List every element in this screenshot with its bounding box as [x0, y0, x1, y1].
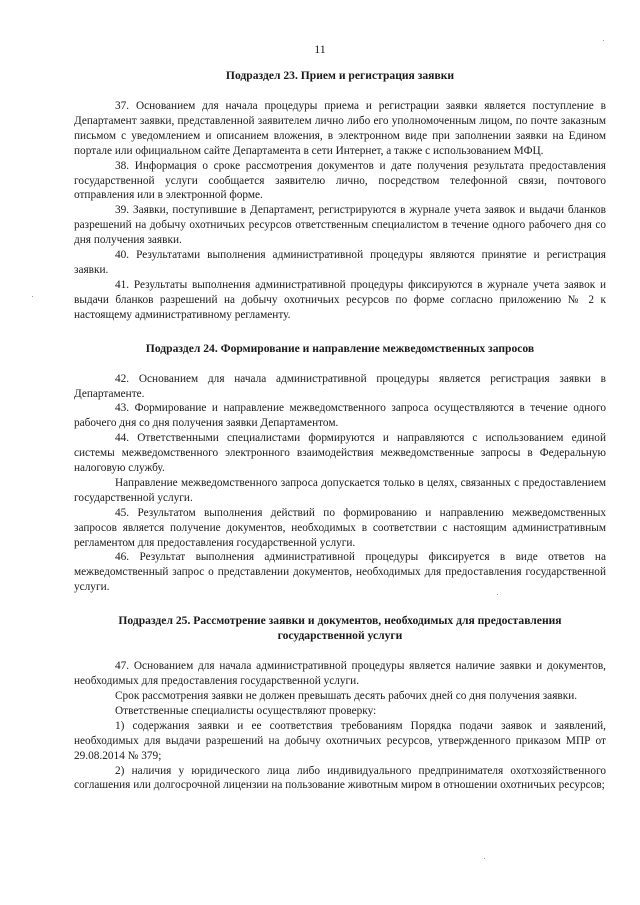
section-23-title: Подраздел 23. Прием и регистрация заявки — [225, 69, 455, 82]
page-number: 11 — [314, 42, 326, 56]
page-content — [74, 68, 606, 811]
paragraph: Ответственные специалисты осуществляют проверку: — [115, 704, 377, 717]
paragraph: 1) содержания заявки и ее соответствия требованиям Порядка подачи заявок и заявлений, необходимых для выдачи разрешений на добычу охотничьих ресурсов, утвержденного приказом МПР от 29.08.2014 № 379; — [74, 719, 606, 762]
paragraph: Срок рассмотрения заявки не должен превышать десять рабочих дней со дня получения заявки. — [115, 690, 578, 702]
scan-speck — [32, 296, 33, 297]
paragraph: 41. Результаты выполнения административной процедуры фиксируются в журнале учета заявок и выдачи бланков разрешений на добычу охотничьих ресурсов по форме согласно приложению № 2 к настоящему административному регламенту. — [74, 278, 606, 321]
paragraph: 37. Основанием для начала процедуры приема и регистрации заявки является поступление в Департамент заявки, представленной заявителем лично либо его уполномоченным лицом, по почте заказным письмом с уведомлением и описанием вложения, в электронном виде при заполнении заявки на Едином портале или официальном сайте Департамента в сети Интернет, а также с использованием МФЦ. — [74, 100, 606, 157]
paragraph: 42. Основанием для начала административной процедуры является регистрация заявки в Департаменте. — [74, 372, 606, 400]
paragraph: 38. Информация о сроке рассмотрения документов и дате получения результата предоставления государственной услуги сообщается заявителю лично, посредством телефонной связи, почтового отправления или в электронной форме. — [74, 159, 606, 202]
paragraph: 2) наличия у юридического лица либо индивидуального предпринимателя охотхозяйственного соглашения или долгосрочной лицензии на пользование животным миром в отношении охотничьих ресурсов; — [74, 764, 606, 792]
scan-speck — [497, 594, 498, 595]
paragraph: 45. Результатом выполнения действий по формированию и направлению межведомственных запросов является получение документов, необходимых в соответствии с настоящим административным регламентом для предоставления государственной услуги. — [74, 506, 606, 549]
section-24-body — [74, 372, 606, 596]
paragraph: 46. Результат выполнения административной процедуры фиксируется в виде ответов на межведомственный запрос о представлении документов, необходимых для предоставления государственной услуги. — [74, 551, 606, 594]
paragraph: 39. Заявки, поступившие в Департамент, регистрируются в журнале учета заявок и выдачи бланков разрешений на добычу охотничьих ресурсов ответственным специалистом в течение одного рабочего дня со дня получения заявки. — [74, 204, 606, 247]
paragraph: 44. Ответственными специалистами формируются и направляются с использованием единой системы межведомственного электронного взаимодействия межведомственные запросы в Федеральную налоговую службу. — [74, 432, 606, 475]
scan-speck — [484, 858, 485, 859]
section-25-body — [74, 659, 606, 793]
paragraph: 47. Основанием для начала административной процедуры является наличие заявки и документов, необходимых для предоставления государственной услуги. — [74, 660, 606, 688]
section-23-body — [74, 99, 606, 323]
section-25-title: Подраздел 25. Рассмотрение заявки и документов, необходимых для предоставления государственной услуги — [118, 614, 562, 643]
section-24-title: Подраздел 24. Формирование и направление межведомственных запросов — [145, 341, 535, 355]
paragraph: Направление межведомственного запроса допускается только в целях, связанных с предоставлением государственной услуги. — [74, 476, 606, 504]
paragraph: 43. Формирование и направление межведомственного запроса осуществляются в течение одного рабочего дня со дня получения заявки Департаментом. — [74, 402, 606, 430]
paragraph: 40. Результатами выполнения административной процедуры являются принятие и регистрация заявки. — [74, 249, 606, 276]
scan-speck — [603, 40, 604, 41]
